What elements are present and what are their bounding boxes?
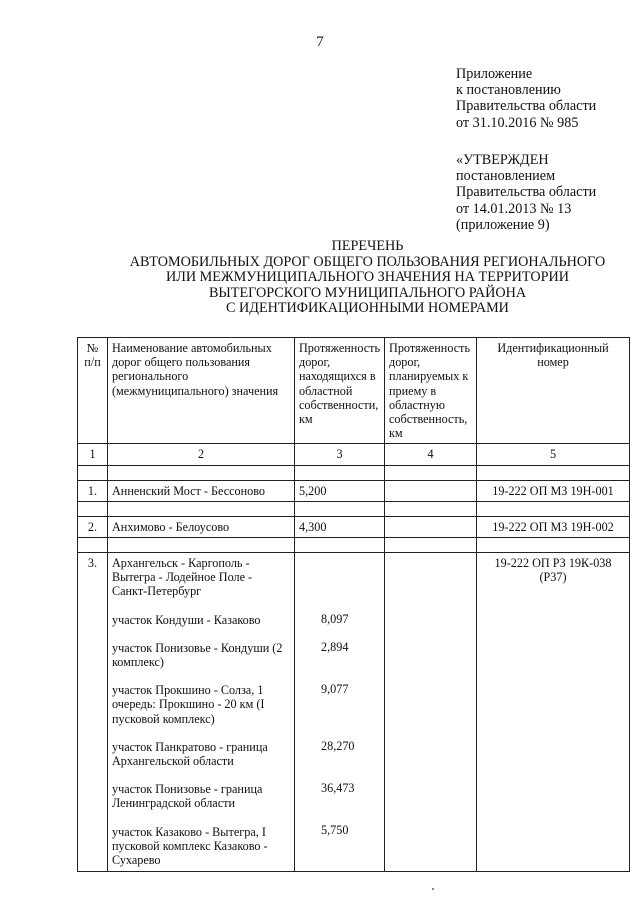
section-length: 9,077 [321,682,349,697]
header-num: № п/п [78,338,108,444]
title-line: ВЫТЕГОРСКОГО МУНИЦИПАЛЬНОГО РАЙОНА [208,284,527,301]
annex-line: Правительства области [456,98,597,115]
section-name: участок Панкратово - граница Архангельской области [112,739,268,769]
scan-mark [432,888,434,890]
row-id: 19-222 ОП МЗ 19Н-002 [477,516,630,537]
section-length: 36,473 [321,780,355,795]
row-num: 1. [78,480,108,501]
header-name: Наименование автомобильных дорог общего пользования регионального (межмуниципального) значения [108,338,295,444]
title-line: ПЕРЕЧЕНЬ [331,238,404,254]
table-row [78,516,630,537]
row-num: 3. [78,553,108,872]
title-line: ИЛИ МЕЖМУНИЦИПАЛЬНОГО ЗНАЧЕНИЯ НА ТЕРРИТОРИИ [165,269,570,286]
header-length-planned: Протяженность дорог, планируемых к приему в областную собственность, км [385,338,477,444]
row-length [295,553,385,872]
row-length: 4,300 [295,516,385,537]
row-id: 19-222 ОП РЗ 19К-038 (Р37) [477,553,630,872]
section-name: участок Прокшино - Солза, 1 очередь: Прокшино - 20 км (I пусковой комплекс) [112,683,265,726]
approval-line: Правительства области [456,184,597,201]
page-number: 7 [316,34,324,50]
column-number: 4 [385,444,477,465]
row-id: 19-222 ОП МЗ 19Н-001 [477,480,630,501]
header-length-regional: Протяженность дорог, находящихся в областной собственности, км [295,338,385,444]
header-id: Идентификационный номер [477,338,630,444]
column-number: 1 [78,444,108,465]
annex-line: Приложение [456,66,533,82]
approval-header [456,152,596,233]
title-line: АВТОМОБИЛЬНЫХ ДОРОГ ОБЩЕГО ПОЛЬЗОВАНИЯ РЕГИОНАЛЬНОГО [129,253,606,270]
section-name: участок Понизовье - граница Ленинградской области [112,782,263,811]
table-row [78,553,630,872]
row-planned [385,553,477,872]
annex-line: к постановлению [456,82,561,99]
road-name: Архангельск - Каргополь - Вытегра - Лодейное Поле - Санкт-Петербург [112,556,253,599]
section-length: 2,894 [321,640,349,655]
approval-line: постановлением [456,168,556,185]
row-planned [385,516,477,537]
row-gap [78,538,630,553]
row-name: Анхимово - Белоусово [108,516,295,537]
approval-line: (приложение 9) [456,216,550,233]
row-length: 5,200 [295,480,385,501]
title-line: С ИДЕНТИФИКАЦИОННЫМИ НОМЕРАМИ [226,300,509,317]
section-name: участок Казаково - Вытегра, I пусковой комплекс Казаково - Сухарево [112,824,268,868]
row-num: 2. [78,516,108,537]
row-name [108,553,295,872]
row-planned [385,480,477,501]
row-name: Анненский Мост - Бессоново [108,480,295,501]
section-length: 28,270 [321,738,355,753]
approval-line: от 14.01.2013 № 13 [456,200,572,217]
section-length: 5,750 [321,823,349,838]
section-length: 8,097 [321,612,349,627]
annex-line: от 31.10.2016 № 985 [456,114,579,131]
table-row [78,480,630,501]
approval-line: «УТВЕРЖДЕН [456,152,549,168]
column-number: 5 [477,444,630,465]
annex-header [456,66,596,131]
column-number: 3 [295,444,385,465]
column-number-row [78,444,630,465]
document-title [100,239,635,317]
section-name: участок Понизовье - Кондуши (2 комплекс) [112,640,283,670]
row-gap [78,465,630,480]
table-header-row [78,338,630,444]
column-number: 2 [108,444,295,465]
roads-table [77,337,630,872]
section-name: участок Кондуши - Казаково [112,612,261,627]
row-gap [78,501,630,516]
